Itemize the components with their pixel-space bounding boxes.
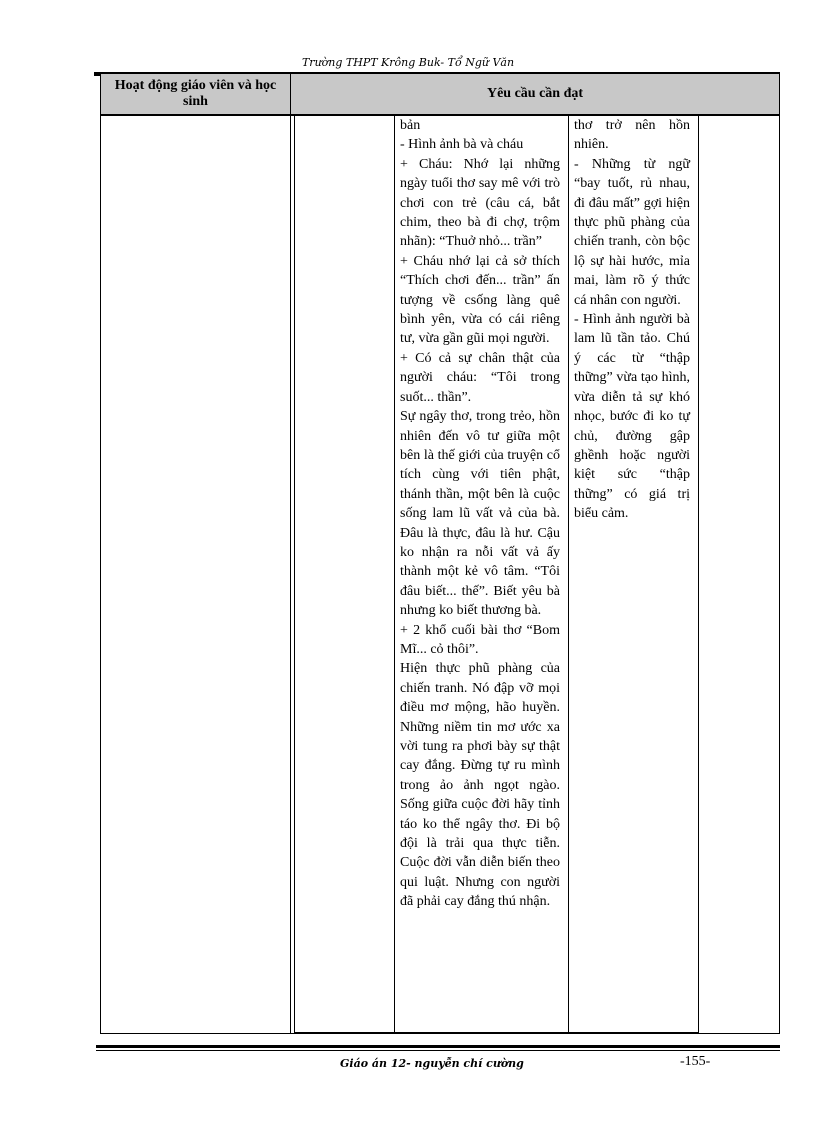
requirement-header: Yêu cầu cần đạt [486,86,584,101]
inner-table-border-left [294,115,295,1033]
notes-column [574,116,690,524]
inner-column-divider-1 [394,115,395,1033]
note-paragraph: - Những từ ngữ “bay tuốt, rủ nhau, đi đâu mất” gợi hiện thực phũ phàng của chiến tranh, còn bộc lộ sự hài hước, mỉa mai, làm rõ ý thức cá nhân con người. [574,156,690,308]
content-paragraph: + Cháu: Nhớ lại những ngày tuổi thơ say mê với trò chơi con trẻ (câu cá, bắt chim, theo bà đi chợ, trộm nhãn): “Thuở nhỏ... trần” [400,156,560,250]
column-divider-main [290,73,291,1034]
teacher-activity-header: Hoạt động giáo viên và học sinh [101,74,291,114]
inner-column-divider-2 [568,115,569,1033]
content-paragraph: Sự ngây thơ, trong trẻo, hồn nhiên đến vô tư giữa một bên là thế giới của truyện cổ tích cùng với tiên phật, thánh thần, một bên là cuộc sống lam lũ vất vả của bà. Đâu là thực, đâu là hư. Cậu ko nhận ra nỗi vất vả ấy thành một kẻ vô tâm. “Tôi đâu biết... thế”. Biết yêu bà nhưng ko biết thương bà. [400,409,560,619]
note-paragraph: - Hình ảnh người bà lam lũ tần tảo. Chú ý các từ “thập thững” vừa tạo hình, vừa diễn tả sự khó nhọc, bước đi ko tự chủ, đường gập ghềnh hoặc người kiệt sức “thập thững” có giá trị biểu cảm. [574,312,690,522]
content-paragraph: - Hình ảnh bà và cháu [400,137,524,153]
content-paragraph: + 2 khổ cuối bài thơ “Bom Mĩ... cỏ thôi”. [400,622,560,657]
page-number: -155- [680,1054,711,1069]
content-paragraph: + Cháu nhớ lại cả sở thích “Thích chơi đến... trần” ấn tượng về csống làng quê bình yên, vừa có cái riêng tư, vừa gần gũi mọi người. [400,253,560,347]
inner-table-bottom [294,1032,699,1033]
requirement-content-column [400,116,560,912]
footer-author: Giáo án 12- nguyễn chí cường [340,1057,524,1070]
note-paragraph: thơ trở nên hồn nhiên. [574,118,690,153]
table-header-row [101,74,779,116]
content-paragraph: + Có cả sự chân thật của người cháu: “Tôi trong suốt... thần”. [400,350,560,405]
page-header-title: Trường THPT Krông Buk- Tổ Ngữ Văn [301,56,515,69]
inner-column-divider-3 [698,115,699,1033]
footer-rule [96,1050,780,1051]
footer-rule-thick [96,1045,780,1048]
content-paragraph: bản [400,118,421,133]
content-paragraph: Hiện thực phũ phàng của chiến tranh. Nó đập vỡ mọi điều mơ mộng, hão huyền. Những niềm tin mơ ước xa vời tung ra phơi bày sự thật cay đắng. Đừng tự ru mình trong ảo ảnh ngọt ngào. Sống giữa cuộc đời hãy tỉnh táo ko thể ngây thơ. Đi bộ đội là trải qua thực tiễn. Cuộc đời vẫn diễn biến theo qui luật. Nhưng con người đã phải cay đắng thú nhận. [400,661,560,910]
